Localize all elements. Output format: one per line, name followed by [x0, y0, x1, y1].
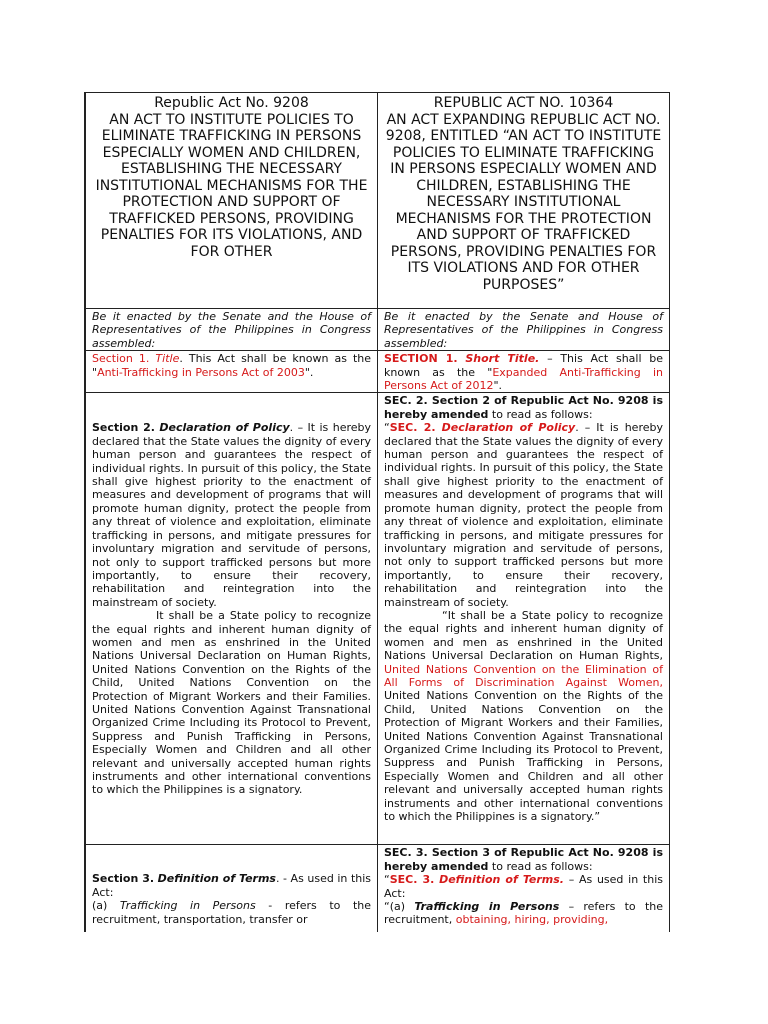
section3-right-intro-c: hereby amended [384, 859, 489, 873]
section2-right [378, 393, 670, 845]
section2-right-label: SEC. 2. [389, 421, 436, 435]
ra9208-title-cell [86, 93, 378, 309]
section2-left-para1: . – It is hereby declared that the State values the dignity of every human person and guarantees the respect of individual rights. In pursuit of this policy, the State shall give highest priority to the enactment of measures and development of programs that will promote human dignity, protect the people from any threat of violence and exploitation, eliminate trafficking in persons, and mitigate pressures for involuntary migration and servitude of persons, not only to support trafficked persons but more importantly, to ensure their recovery, rehabilitation and reintegration into the mainstream of society. [92, 421, 371, 609]
section3-left-title: Definition of Terms [157, 872, 276, 886]
section1-left-act-name: Anti-Trafficking in Persons Act of 2003 [97, 365, 305, 379]
section2-right-quote: “ [384, 421, 390, 435]
table-row-section-3 [86, 845, 670, 932]
section1-left-label: Section 1. [92, 352, 150, 366]
ra10364-number: REPUBLIC ACT NO. 10364 [433, 95, 614, 111]
ra9208-number: Republic Act No. 9208 [154, 95, 309, 111]
section3-right [378, 845, 670, 932]
section1-right-act-name: Expanded Anti-Trafficking in Persons Act of 2012 [384, 365, 663, 393]
section1-left-text-a: . This Act shall be known as the " [92, 352, 372, 379]
enacting-clause-left: Be it enacted by the Senate and the House of Representatives of the Philippines in Congress assembled: [86, 309, 378, 351]
section3-right-item: “(a) [384, 900, 415, 914]
table-row-enacting-clause [86, 309, 670, 351]
section3-left-term: Trafficking in Persons [119, 899, 256, 913]
section2-right-intro-a: SEC. 2. Section 2 of Republic Act No. 9208 is [384, 394, 663, 408]
ra10364-title-cell [378, 93, 670, 309]
section1-left [86, 351, 378, 393]
section3-right-intro-a: SEC. 3 [384, 846, 424, 860]
section2-right-para2a: “It shall be a State policy to recognize the equal rights and inherent human dignity of women and men as enshrined in the United Nations Universal Declaration on Human Rights, [384, 608, 663, 663]
section2-left-para2: It shall be a State policy to recognize the equal rights and inherent human dignity of women and men as enshrined in the United Nations Universal Declaration on Human Rights, United Nations Convention on the Rights of the Child, United Nations Convention on the Protection of Migrant Workers and their Families. United Nations Convention Against Transnational Organized Crime Including its Protocol to Prevent, Suppress and Punish Trafficking in Persons, Especially Women and Children and all other relevant and universally accepted human rights instruments and other international conventions to which the Philippines is a signatory. [92, 609, 371, 797]
section3-right-term: Trafficking in Persons [414, 900, 560, 914]
section1-left-text-b: ". [304, 365, 314, 379]
enacting-clause-right: Be it enacted by the Senate and House of Representatives of the Philippines in Congress assembled: [378, 309, 670, 351]
section3-right-intro-d: to read as follows: [488, 859, 593, 873]
section1-right-text-a: – This Act shall be known as the " [384, 352, 664, 379]
section3-left-def: - refers to the recruitment, transportation, transfer or [92, 899, 371, 926]
section3-left [86, 845, 378, 932]
section2-left-title: Declaration of Policy [159, 421, 290, 435]
comparison-table [85, 92, 670, 932]
section2-left [86, 393, 378, 845]
table-row-section-2 [86, 393, 670, 845]
section1-right-label: SECTION 1. [384, 352, 458, 366]
table-row-title [86, 93, 670, 309]
section3-right-text: – As used in this Act: [384, 873, 663, 900]
section3-right-def-red: obtaining, hiring, providing, [455, 913, 609, 927]
section3-right-def-a: – refers to the recruitment, [384, 900, 663, 927]
document-page [84, 92, 670, 932]
section3-right-title: Definition of Terms. [439, 873, 564, 887]
section3-left-text: . - As used in this Act: [92, 872, 372, 899]
section1-right-text-b: ". [493, 379, 503, 393]
section2-left-label: Section 2. [92, 421, 155, 435]
section2-right-intro-b: hereby amended [384, 407, 489, 421]
section2-right-cedaw: United Nations Convention on the Elimination of All Forms of Discrimination Against Women, [384, 662, 663, 689]
section2-right-para2b: United Nations Convention on the Rights of the Child, United Nations Convention on the Protection of Migrant Workers and their Families, United Nations Convention Against Transnational Organized Crime Including its Protocol to Prevent, Suppress and Punish Trafficking in Persons, Especially Women and Children and all other relevant and universally accepted human rights instruments and other international conventions to which the Philippines is a signatory.” [384, 689, 663, 824]
section2-right-intro-c: to read as follows: [488, 407, 593, 421]
table-row-section-1 [86, 351, 670, 393]
section1-right [378, 351, 670, 393]
section3-right-quote: “ [384, 873, 390, 887]
section2-right-para1: . – It is hereby declared that the State values the dignity of every human person and guarantees the respect of individual rights. In pursuit of this policy, the State shall give highest priority to the enactment of measures and development of programs that will promote human dignity, protect the people from any threat of violence and exploitation, eliminate trafficking in persons, and mitigate pressures for involuntary migration and servitude of persons, not only to support trafficked persons but more importantly, to ensure their recovery, rehabilitation and reintegration into the mainstream of society. [384, 421, 663, 609]
section3-left-item: (a) [92, 899, 120, 913]
section3-right-intro-b: . Section 3 of Republic Act No. 9208 is [423, 846, 663, 860]
section2-right-title: Declaration of Policy [441, 421, 576, 435]
section3-right-label: SEC. 3. [389, 873, 435, 887]
section1-left-title: Title [155, 352, 180, 366]
ra9208-long-title: AN ACT TO INSTITUTE POLICIES TO ELIMINATE TRAFFICKING IN PERSONS ESPECIALLY WOMEN AND CHILDREN, ESTABLISHING THE NECESSARY INSTITUTIONAL MECHANISMS FOR THE PROTECTION AND SUPPORT OF TRAFFICKED PERSONS, PROVIDING PENALTIES FOR ITS VIOLATIONS, AND FOR OTHER [95, 111, 368, 260]
section1-right-title: Short Title. [465, 352, 540, 366]
section3-left-label: Section 3. [92, 872, 155, 886]
ra10364-long-title: AN ACT EXPANDING REPUBLIC ACT NO. 9208, ENTITLED “AN ACT TO INSTITUTE POLICIES TO ELIMINATE TRAFFICKING IN PERSONS ESPECIALLY WOMEN AND CHILDREN, ESTABLISHING THE NECESSARY INSTITUTIONAL MECHANISMS FOR THE PROTECTION AND SUPPORT OF TRAFFICKED PERSONS, PROVIDING PENALTIES FOR ITS VIOLATIONS AND FOR OTHER PURPOSES” [385, 111, 662, 293]
